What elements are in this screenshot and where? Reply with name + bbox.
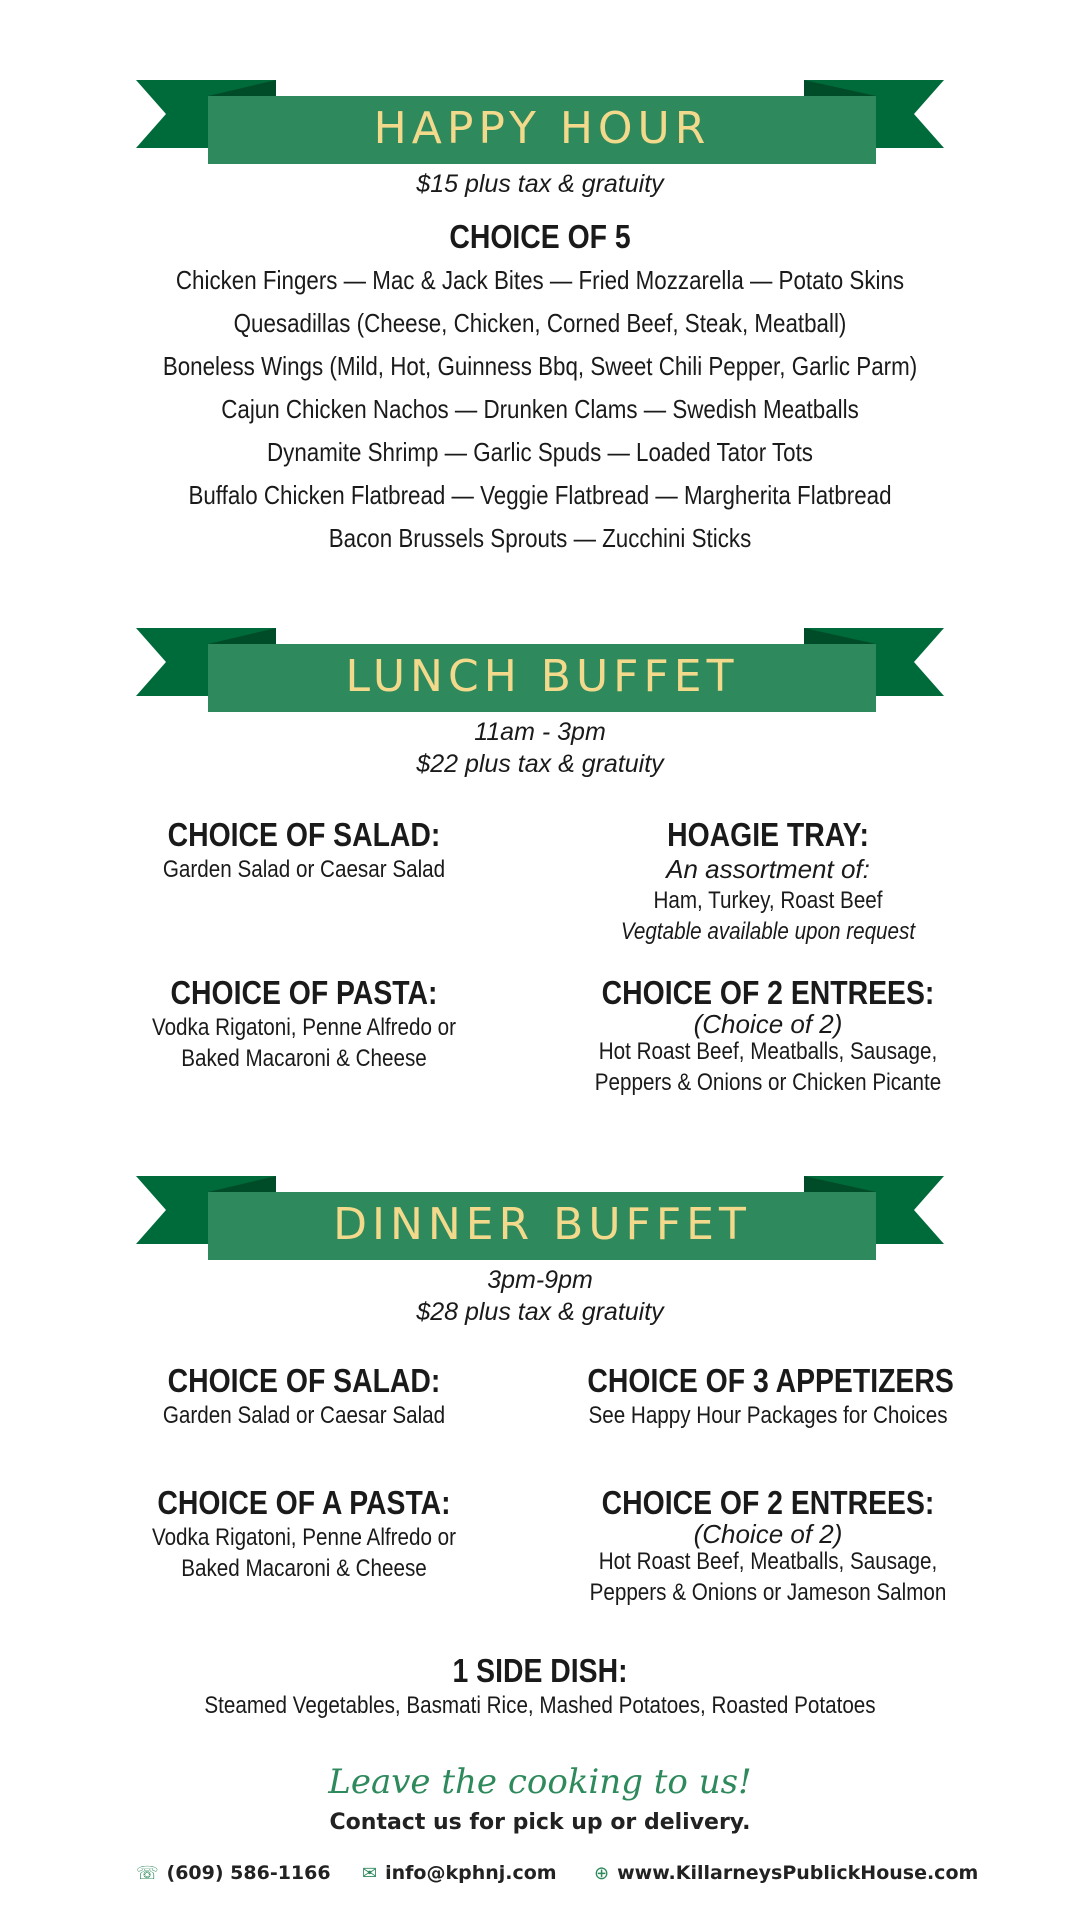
lunch-buffet-section (0, 628, 1080, 1108)
envelope-icon: ✉ (362, 1862, 378, 1884)
dinner-apps-body: See Happy Hour Packages for Choices (588, 1402, 948, 1429)
list-item: Boneless Wings (Mild, Hot, Guinness Bbq, Sweet Chili Pepper, Garlic Parm) (162, 351, 918, 381)
website-link[interactable]: www.KillarneysPublickHouse.com (617, 1862, 979, 1884)
phone-icon: ☏ (136, 1862, 159, 1884)
dinner-salad-heading: CHOICE OF SALAD: (167, 1362, 441, 1399)
dinner-buffet-title: DINNER BUFFET (333, 1199, 751, 1250)
dinner-buffet-section (0, 1176, 1080, 1736)
lunch-pasta-body: Baked Macaroni & Cheese (181, 1045, 427, 1072)
dinner-side-block (140, 1652, 940, 1721)
lunch-entrees-body: Peppers & Onions or Chicken Picante (594, 1069, 942, 1096)
lunch-hoagie-block (558, 816, 978, 947)
hoagie-heading: HOAGIE TRAY: (667, 816, 869, 853)
lunch-salad-heading: CHOICE OF SALAD: (167, 816, 441, 853)
lunch-pasta-heading: CHOICE OF PASTA: (170, 974, 438, 1011)
dinner-hours: 3pm-9pm (487, 1266, 593, 1294)
dinner-apps-block (558, 1362, 978, 1431)
lunch-price: $22 plus tax & gratuity (416, 750, 664, 778)
hoagie-body: Ham, Turkey, Roast Beef (653, 887, 883, 914)
side-dish-body: Steamed Vegetables, Basmati Rice, Mashed Potatoes, Roasted Potatoes (204, 1692, 876, 1719)
dinner-pasta-heading: CHOICE OF A PASTA: (157, 1484, 451, 1521)
lunch-entrees-block (558, 974, 978, 1098)
dinner-entrees-block (558, 1484, 978, 1608)
hoagie-sub: An assortment of: (666, 854, 870, 884)
happy-hour-section (0, 80, 1080, 560)
lunch-buffet-banner (0, 628, 1080, 718)
dinner-apps-heading: CHOICE OF 3 APPETIZERS (587, 1362, 954, 1399)
dinner-salad-body: Garden Salad or Caesar Salad (162, 1402, 446, 1429)
list-item: Dynamite Shrimp — Garlic Spuds — Loaded Tator Tots (266, 437, 813, 467)
lunch-salad-block (94, 816, 514, 885)
happy-hour-items (0, 259, 1080, 560)
dinner-pasta-block (94, 1484, 514, 1584)
side-dish-heading: 1 SIDE DISH: (452, 1652, 628, 1689)
tagline: Leave the cooking to us! (328, 1762, 752, 1802)
dinner-buffet-banner (0, 1176, 1080, 1266)
choice-of-5-heading: CHOICE OF 5 (449, 218, 631, 255)
dinner-pasta-body: Baked Macaroni & Cheese (181, 1555, 427, 1582)
email-link[interactable]: info@kphnj.com (385, 1862, 557, 1884)
globe-icon: ⊕ (594, 1862, 610, 1884)
lunch-entrees-sub: (Choice of 2) (693, 1009, 843, 1039)
phone-number[interactable]: (609) 586-1166 (166, 1862, 331, 1884)
dinner-entrees-heading: CHOICE OF 2 ENTREES: (601, 1484, 935, 1521)
lunch-hours: 11am - 3pm (474, 718, 606, 746)
dinner-price: $28 plus tax & gratuity (416, 1298, 664, 1326)
dinner-salad-block (94, 1362, 514, 1431)
lunch-salad-body: Garden Salad or Caesar Salad (162, 856, 446, 883)
hoagie-note: Vegtable available upon request (620, 918, 916, 945)
footer-phone[interactable] (136, 1862, 331, 1884)
lunch-buffet-title: LUNCH BUFFET (345, 651, 739, 702)
happy-hour-title: HAPPY HOUR (373, 103, 711, 154)
list-item: Quesadillas (Cheese, Chicken, Corned Beef, Steak, Meatball) (233, 308, 847, 338)
lunch-entrees-heading: CHOICE OF 2 ENTREES: (601, 974, 935, 1011)
footer-website[interactable] (594, 1862, 978, 1884)
list-item: Buffalo Chicken Flatbread — Veggie Flatbread — Margherita Flatbread (188, 480, 892, 510)
list-item: Chicken Fingers — Mac & Jack Bites — Fried Mozzarella — Potato Skins (175, 265, 905, 295)
lunch-entrees-body: Hot Roast Beef, Meatballs, Sausage, (598, 1038, 938, 1065)
contact-line: Contact us for pick up or delivery. (329, 1810, 751, 1835)
lunch-pasta-block (94, 974, 514, 1074)
dinner-entrees-sub: (Choice of 2) (693, 1519, 843, 1549)
list-item: Bacon Brussels Sprouts — Zucchini Sticks (328, 523, 752, 553)
happy-hour-banner (0, 80, 1080, 170)
footer-email[interactable] (362, 1862, 557, 1884)
dinner-entrees-body: Peppers & Onions or Jameson Salmon (589, 1579, 947, 1606)
dinner-entrees-body: Hot Roast Beef, Meatballs, Sausage, (598, 1548, 938, 1575)
dinner-pasta-body: Vodka Rigatoni, Penne Alfredo or (151, 1524, 457, 1551)
list-item: Cajun Chicken Nachos — Drunken Clams — Swedish Meatballs (221, 394, 859, 424)
happy-hour-price: $15 plus tax & gratuity (416, 170, 664, 198)
lunch-pasta-body: Vodka Rigatoni, Penne Alfredo or (151, 1014, 457, 1041)
